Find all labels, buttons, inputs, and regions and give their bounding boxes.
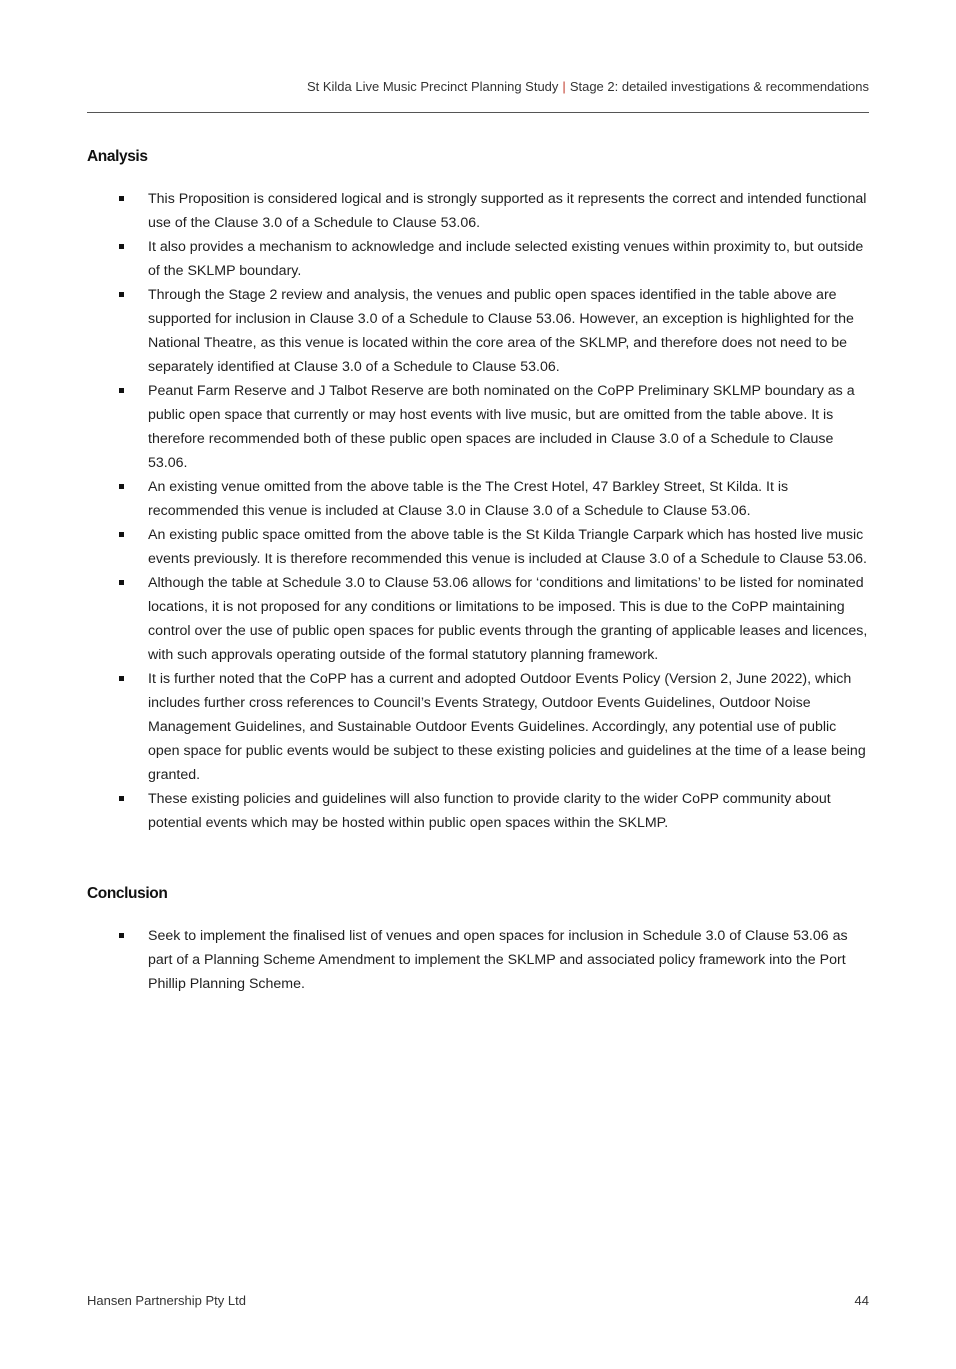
bullet-icon [119,196,124,201]
header-separator: | [562,79,566,94]
list-item-text: Through the Stage 2 review and analysis, the venues and public open spaces identified in the table above are supported for inclusion in Clause 3.0 of a Schedule to Clause 53.06. However, an exception is highlighted for the National Theatre, as this venue is located within the core area of the SKLMP, and therefore does not need to be separately identified at Clause 3.0 of a Schedule to Clause 53.06. [148,287,854,375]
header-title: St Kilda Live Music Precinct Planning Study [306,79,559,94]
running-header [307,79,869,94]
bullet-icon [119,580,124,585]
list-item-text: These existing policies and guidelines will also function to provide clarity to the wider CoPP community about potential events which may be hosted within public open spaces within the SKLMP. [148,791,831,831]
bullet-icon [119,676,124,681]
list-item [87,571,869,667]
conclusion-list [87,924,869,996]
list-item-text: Peanut Farm Reserve and J Talbot Reserve are both nominated on the CoPP Preliminary SKLMP boundary as a public open space that currently or may host events with live music, but are omitted from the table above. It is therefore recommended both of these public open spaces are included in Clause 3.0 of a Schedule to Clause 53.06. [148,383,855,471]
conclusion-heading: Conclusion [87,885,168,902]
bullet-icon [119,388,124,393]
list-item [87,187,869,235]
list-item [87,475,869,523]
page-number: 44 [854,1293,869,1308]
list-item-text: This Proposition is considered logical and is strongly supported as it represents the correct and intended functional use of the Clause 3.0 of a Schedule to Clause 53.06. [148,191,867,231]
list-item-text: It is further noted that the CoPP has a current and adopted Outdoor Events Policy (Version 2, June 2022), which includes further cross references to Council’s Events Strategy, Outdoor Events Guidelines, Outdoor Noise Management Guidelines, and Sustainable Outdoor Events Guidelines. Accordingly, any potential use of public open space for public events would be subject to these existing policies and guidelines at the time of a lease being granted. [148,671,866,783]
bullet-icon [119,532,124,537]
bullet-icon [119,292,124,297]
list-item-text: An existing venue omitted from the above table is the The Crest Hotel, 47 Barkley Street, St Kilda. It is recommended this venue is included at Clause 3.0 in Clause 3.0 of a Schedule to Clause 53.06. [148,479,789,519]
analysis-heading: Analysis [87,148,148,165]
list-item [87,235,869,283]
list-item [87,379,869,475]
header-subtitle: Stage 2: detailed investigations & recommendations [569,79,869,94]
list-item-text: Seek to implement the finalised list of venues and open spaces for inclusion in Schedule 3.0 of Clause 53.06 as part of a Planning Scheme Amendment to implement the SKLMP and associated policy framework into the Port Phillip Planning Scheme. [148,928,848,992]
list-item-text: An existing public space omitted from the above table is the St Kilda Triangle Carpark which has hosted live music events previously. It is therefore recommended this venue is included at Clause 3.0 of a Schedule to Clause 53.06. [148,527,867,567]
bullet-icon [119,484,124,489]
list-item [87,667,869,787]
bullet-icon [119,933,124,938]
list-item [87,523,869,571]
list-item [87,787,869,835]
analysis-list [87,187,869,835]
list-item [87,283,869,379]
footer-company: Hansen Partnership Pty Ltd [87,1293,246,1308]
bullet-icon [119,796,124,801]
list-item-text: Although the table at Schedule 3.0 to Clause 53.06 allows for ‘conditions and limitations’ to be listed for nominated locations, it is not proposed for any conditions or limitations to be imposed. This is due to the CoPP maintaining control over the use of public open spaces for public events through the granting of applicable leases and licences, with such approvals operating outside of the formal statutory planning framework. [148,575,868,663]
bullet-icon [119,244,124,249]
list-item [87,924,869,996]
analysis-section [87,148,869,835]
conclusion-section [87,885,869,996]
list-item-text: It also provides a mechanism to acknowledge and include selected existing venues within proximity to, but outside of the SKLMP boundary. [148,239,864,279]
header-rule [87,112,869,113]
